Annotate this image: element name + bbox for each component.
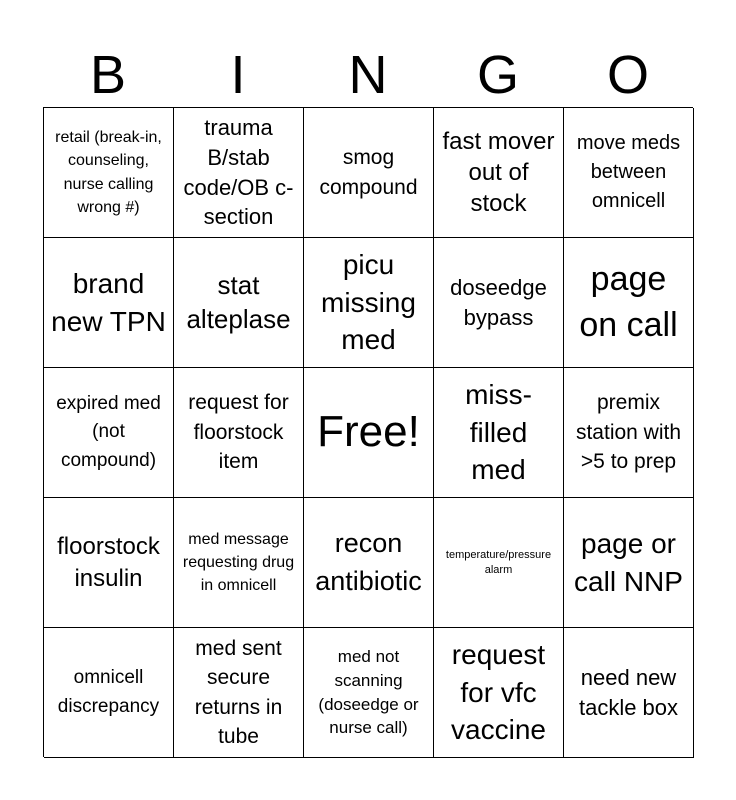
bingo-cell[interactable]: med sent secure returns in tube <box>174 628 304 758</box>
header-letter-o: O <box>606 45 649 105</box>
bingo-cell[interactable]: med not scanning (doseedge or nurse call) <box>304 628 434 758</box>
header-letter-n: N <box>348 45 388 105</box>
bingo-header <box>43 42 693 108</box>
bingo-cell[interactable]: page on call <box>564 238 694 368</box>
bingo-cell[interactable]: fast mover out of stock <box>434 108 564 238</box>
bingo-cell[interactable]: smog compound <box>304 108 434 238</box>
bingo-cell[interactable]: floorstock insulin <box>44 498 174 628</box>
bingo-cell[interactable]: premix station with >5 to prep <box>564 368 694 498</box>
bingo-cell[interactable]: temperature/pressure alarm <box>434 498 564 628</box>
bingo-cell[interactable]: miss-filled med <box>434 368 564 498</box>
bingo-cell[interactable]: expired med (not compound) <box>44 368 174 498</box>
bingo-cell[interactable]: request for vfc vaccine <box>434 628 564 758</box>
bingo-cell[interactable]: med message requesting drug in omnicell <box>174 498 304 628</box>
header-letter-b: B <box>89 45 127 105</box>
bingo-cell[interactable]: recon antibiotic <box>304 498 434 628</box>
bingo-cell[interactable]: doseedge bypass <box>434 238 564 368</box>
bingo-cell[interactable]: omnicell discrepancy <box>44 628 174 758</box>
bingo-cell[interactable]: move meds between omnicell <box>564 108 694 238</box>
bingo-cell[interactable]: trauma B/stab code/OB c-section <box>174 108 304 238</box>
bingo-cell[interactable]: retail (break-in, counseling, nurse calling wrong #) <box>44 108 174 238</box>
bingo-card-grid <box>43 107 693 757</box>
header-letter-i: I <box>230 45 246 105</box>
bingo-cell[interactable]: picu missing med <box>304 238 434 368</box>
header-letter-g: G <box>476 45 519 105</box>
free-space-cell[interactable]: Free! <box>304 368 434 498</box>
bingo-cell[interactable]: stat alteplase <box>174 238 304 368</box>
bingo-cell[interactable]: brand new TPN <box>44 238 174 368</box>
bingo-cell[interactable]: request for floorstock item <box>174 368 304 498</box>
bingo-cell[interactable]: page or call NNP <box>564 498 694 628</box>
bingo-cell[interactable]: need new tackle box <box>564 628 694 758</box>
